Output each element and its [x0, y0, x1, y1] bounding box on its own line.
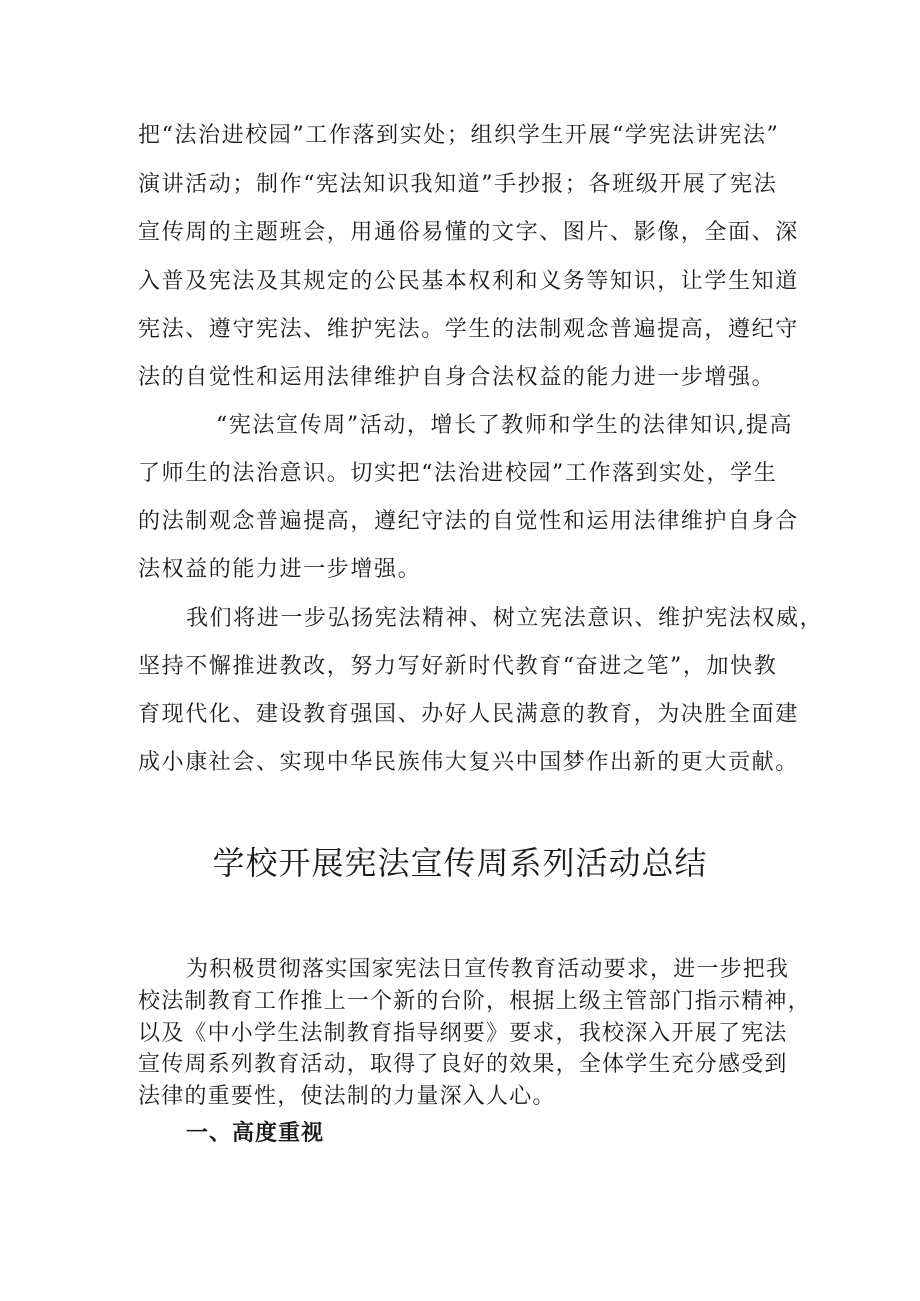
paragraph-line: 法律的重要性，使法制的力量深入人心。	[138, 1084, 556, 1109]
paragraph-line: 入普及宪法及其规定的公民基本权利和义务等知识，让学生知道	[138, 269, 799, 294]
paragraph-line: 的法制观念普遍提高，遵纪守法的自觉性和运用法律维护自身合	[138, 509, 799, 534]
paragraph-line: 坚持不懈推进教改，努力写好新时代教育“奋进之笔”，加快教	[138, 654, 778, 679]
paragraph-line: 为积极贯彻落实国家宪法日宣传教育活动要求，进一步把我	[186, 957, 790, 982]
paragraph-line: 成小康社会、实现中华民族伟大复兴中国梦作出新的更大贡献。	[138, 750, 799, 775]
paragraph-line: 育现代化、建设教育强国、办好人民满意的教育，为决胜全面建	[138, 702, 799, 727]
paragraph-line: 宣传周系列教育活动，取得了良好的效果，全体学生充分感受到	[138, 1052, 788, 1077]
section-heading: 一、高度重视	[186, 1121, 325, 1146]
paragraph-line: 法的自觉性和运用法律维护自身合法权益的能力进一步增强。	[138, 365, 776, 390]
paragraph-line: 校法制教育工作推上一个新的台阶，根据上级主管部门指示精神，	[138, 989, 811, 1014]
paragraph-line: 宪法、遵守宪法、维护宪法。学生的法制观念普遍提高，遵纪守	[138, 317, 799, 342]
paragraph-line: 法权益的能力进一步增强。	[138, 557, 422, 582]
paragraph-line: 宣传周的主题班会，用通俗易懂的文字、图片、影像，全面、深	[138, 220, 799, 245]
paragraph-line: 了师生的法治意识。切实把“法治进校园”工作落到实处，学生	[138, 461, 778, 486]
paragraph-line: 把“法治进校园”工作落到实处；组织学生开展“学宪法讲宪法”	[138, 123, 780, 148]
paragraph-line: 以及《中小学生法制教育指导纲要》要求，我校深入开展了宪法	[138, 1021, 788, 1046]
paragraph-line: 演讲活动；制作“宪法知识我知道”手抄报；各班级开展了宪法	[138, 172, 778, 197]
article-title: 学校开展宪法宣传周系列活动总结	[212, 844, 708, 882]
paragraph-line: 我们将进一步弘扬宪法精神、树立宪法意识、维护宪法权威，	[186, 606, 824, 631]
paragraph-line: “宪法宣传周”活动，增长了教师和学生的法律知识,提高	[216, 413, 794, 438]
